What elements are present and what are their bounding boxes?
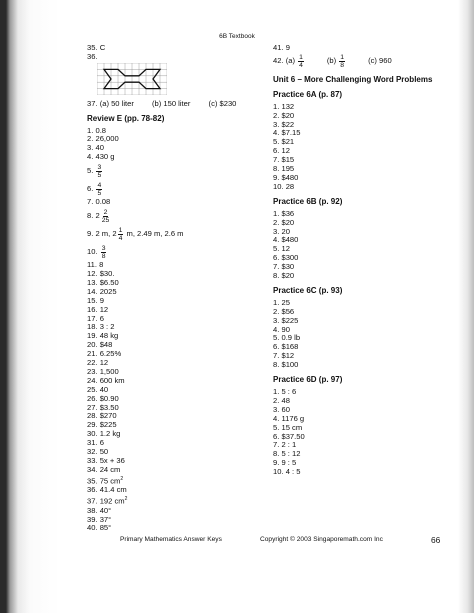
answer-item: 8. 195 (273, 164, 295, 174)
answer-item: 25. 40 (87, 384, 109, 394)
answer-item: 2. $20 (273, 217, 295, 227)
answer-item: 7. $12 (273, 351, 295, 361)
answer-item: 32. 50 (87, 447, 109, 457)
answer-item: 35. 75 $cm^2$ (87, 475, 124, 486)
net-figure (97, 63, 167, 95)
answer-item: 5. $\frac{3}{5}$ (87, 163, 102, 179)
answer-item: 6. $168 (273, 342, 299, 352)
page-header: 6B Textbook (219, 33, 255, 40)
answer-item: 26. $0.90 (87, 393, 119, 403)
answer-item: 7. $30 (273, 262, 295, 272)
answer-item: 18. 3 : 2 (87, 322, 115, 332)
answer-item: 3. 20 (273, 226, 290, 236)
answer-item: 1. $36 (273, 208, 295, 218)
answer-item: 7. 0.08 (87, 197, 111, 207)
answer-item: 1. 5 : 6 (273, 387, 297, 396)
answer-item: 27. $3.50 (87, 402, 119, 412)
right-column (273, 44, 458, 477)
answer-item: 39. 37° (87, 514, 112, 524)
answer-item: 15. 9 (87, 295, 104, 305)
answer-item: 30. 1.2 kg (87, 429, 121, 439)
answer-item: 2. $20 (273, 110, 295, 120)
answer-item: 1. 25 (273, 297, 290, 307)
answer-item: 16. 12 (87, 304, 109, 314)
left-column (87, 44, 262, 533)
answer-item: 4. 430 g (87, 152, 115, 162)
page-number: 66 (431, 535, 441, 545)
answer-item: 3. $225 (273, 315, 299, 325)
answer-item: 12. $30. (87, 268, 115, 278)
answer-item: 37. 192 $cm^2$ (87, 496, 128, 506)
answer-item: 3. $22 (273, 119, 295, 129)
answer-item: 22. 12 (87, 358, 109, 368)
answer-item: 36. (87, 51, 98, 61)
answer-item: 1. 0.8 (87, 125, 107, 135)
answer-item: 7. $15 (273, 155, 295, 165)
answer-item: 4. 1176 g (273, 413, 305, 423)
answer-item: 13. $6.50 (87, 277, 119, 287)
answer-item: 7. 2 : 1 (273, 440, 297, 450)
answer-item: 8. 5 : 12 (273, 449, 301, 459)
answer-item: 3. 40 (87, 143, 104, 153)
answer-item: 40. 85° (87, 523, 112, 533)
answer-item: 9. 9 : 5 (273, 458, 297, 468)
answer-item: 28. $270 (87, 411, 117, 421)
answer-item: 31. 6 (87, 438, 104, 448)
answer-item: 10. 28 (273, 181, 295, 191)
answer-item: 4. 90 (273, 324, 290, 334)
answer-item: 10. 4 : 5 (273, 467, 301, 477)
section-title: Review E (pp. 78-82) (87, 113, 165, 123)
practice-sections (273, 91, 458, 477)
unit-title: Unit 6 – More Challenging Word Problems (273, 74, 433, 84)
section-title: Practice 6A (p. 87) (273, 89, 343, 99)
answer-item: 23. 1,500 (87, 366, 119, 376)
answer-item: 21. 6.25% (87, 349, 122, 359)
answer-item: 14. 2025 (87, 286, 117, 296)
answer-item: 6. $300 (273, 253, 299, 263)
answer-item-37: 37. (a) 50 liter (b) 150 liter (c) $230 (87, 98, 237, 108)
footer-copyright: Copyright © 2003 Singaporemath.com Inc (260, 536, 383, 543)
fraction: $\frac{1}{4}$ (299, 54, 303, 70)
answer-item: 1. 132 (273, 101, 295, 111)
answer-item: 36. 41.4 cm (87, 485, 127, 495)
answer-item: 6. $\frac{4}{5}$ (87, 181, 102, 197)
answer-item: 35. C (87, 43, 106, 52)
answer-item: 29. $225 (87, 420, 117, 430)
fraction: $\frac{4}{5}$ (97, 181, 102, 197)
mixed-number: 2 $\frac{2}{25}$ (95, 208, 110, 224)
answer-item: 6. $37.50 (273, 431, 305, 441)
answer-item: 5. 12 (273, 244, 290, 254)
answer-item: 2. 26,000 (87, 134, 119, 144)
answer-item: 3. 60 (273, 404, 290, 414)
answer-item: 5. 0.9 lb (273, 333, 301, 343)
answer-item: 11. 8 (87, 260, 104, 270)
answer-item: 34. 24 cm (87, 464, 121, 474)
answer-item: 4. $480 (273, 235, 299, 245)
answer-item: 5. 15 cm (273, 422, 303, 432)
fraction: $\frac{1}{8}$ (340, 54, 345, 70)
answer-item: 41. 9 (273, 43, 290, 52)
section-title: Practice 6D (p. 97) (273, 375, 343, 385)
answer-item: 38. 40° (87, 505, 112, 515)
mixed-number: 2 $\frac{1}{4}$ (112, 226, 123, 242)
section-title: Practice 6B (p. 92) (273, 196, 343, 206)
answer-item: 33. 5x + 36 (87, 456, 125, 465)
answer-item: 19. 48 kg (87, 331, 119, 341)
footer-title: Primary Mathematics Answer Keys (120, 536, 222, 543)
answer-item: 4. $7.15 (273, 128, 301, 138)
answer-item: 6. 12 (273, 146, 290, 156)
fraction: $\frac{3}{8}$ (101, 244, 106, 260)
answer-item: 20. $48 (87, 340, 113, 350)
fraction: $\frac{3}{5}$ (97, 163, 102, 179)
answer-item: 5. $21 (273, 137, 295, 147)
answer-item: 17. 6 (87, 313, 104, 323)
answer-item: 8. 2 $\frac{2}{25}$ (87, 208, 110, 224)
answer-item: 8. $20 (273, 271, 295, 281)
answer-item: 9. 2 m, 2 $\frac{1}{4}$ m, 2.49 m, 2.6 m (87, 226, 184, 242)
answer-item: 2. $56 (273, 306, 295, 316)
answer-item: 2. 48 (273, 395, 290, 405)
review-list (87, 261, 262, 533)
answer-item: 9. $480 (273, 172, 299, 182)
section-title: Practice 6C (p. 93) (273, 285, 343, 295)
answer-item: 10. $\frac{3}{8}$ (87, 244, 106, 260)
answer-item: 24. 600 km (87, 375, 125, 385)
answer-item: 8. $100 (273, 360, 299, 370)
answer-item-42: 42. (a) $\frac{1}{4}$ (b) $\frac{1}{8}$ (c) 960 (273, 54, 392, 70)
